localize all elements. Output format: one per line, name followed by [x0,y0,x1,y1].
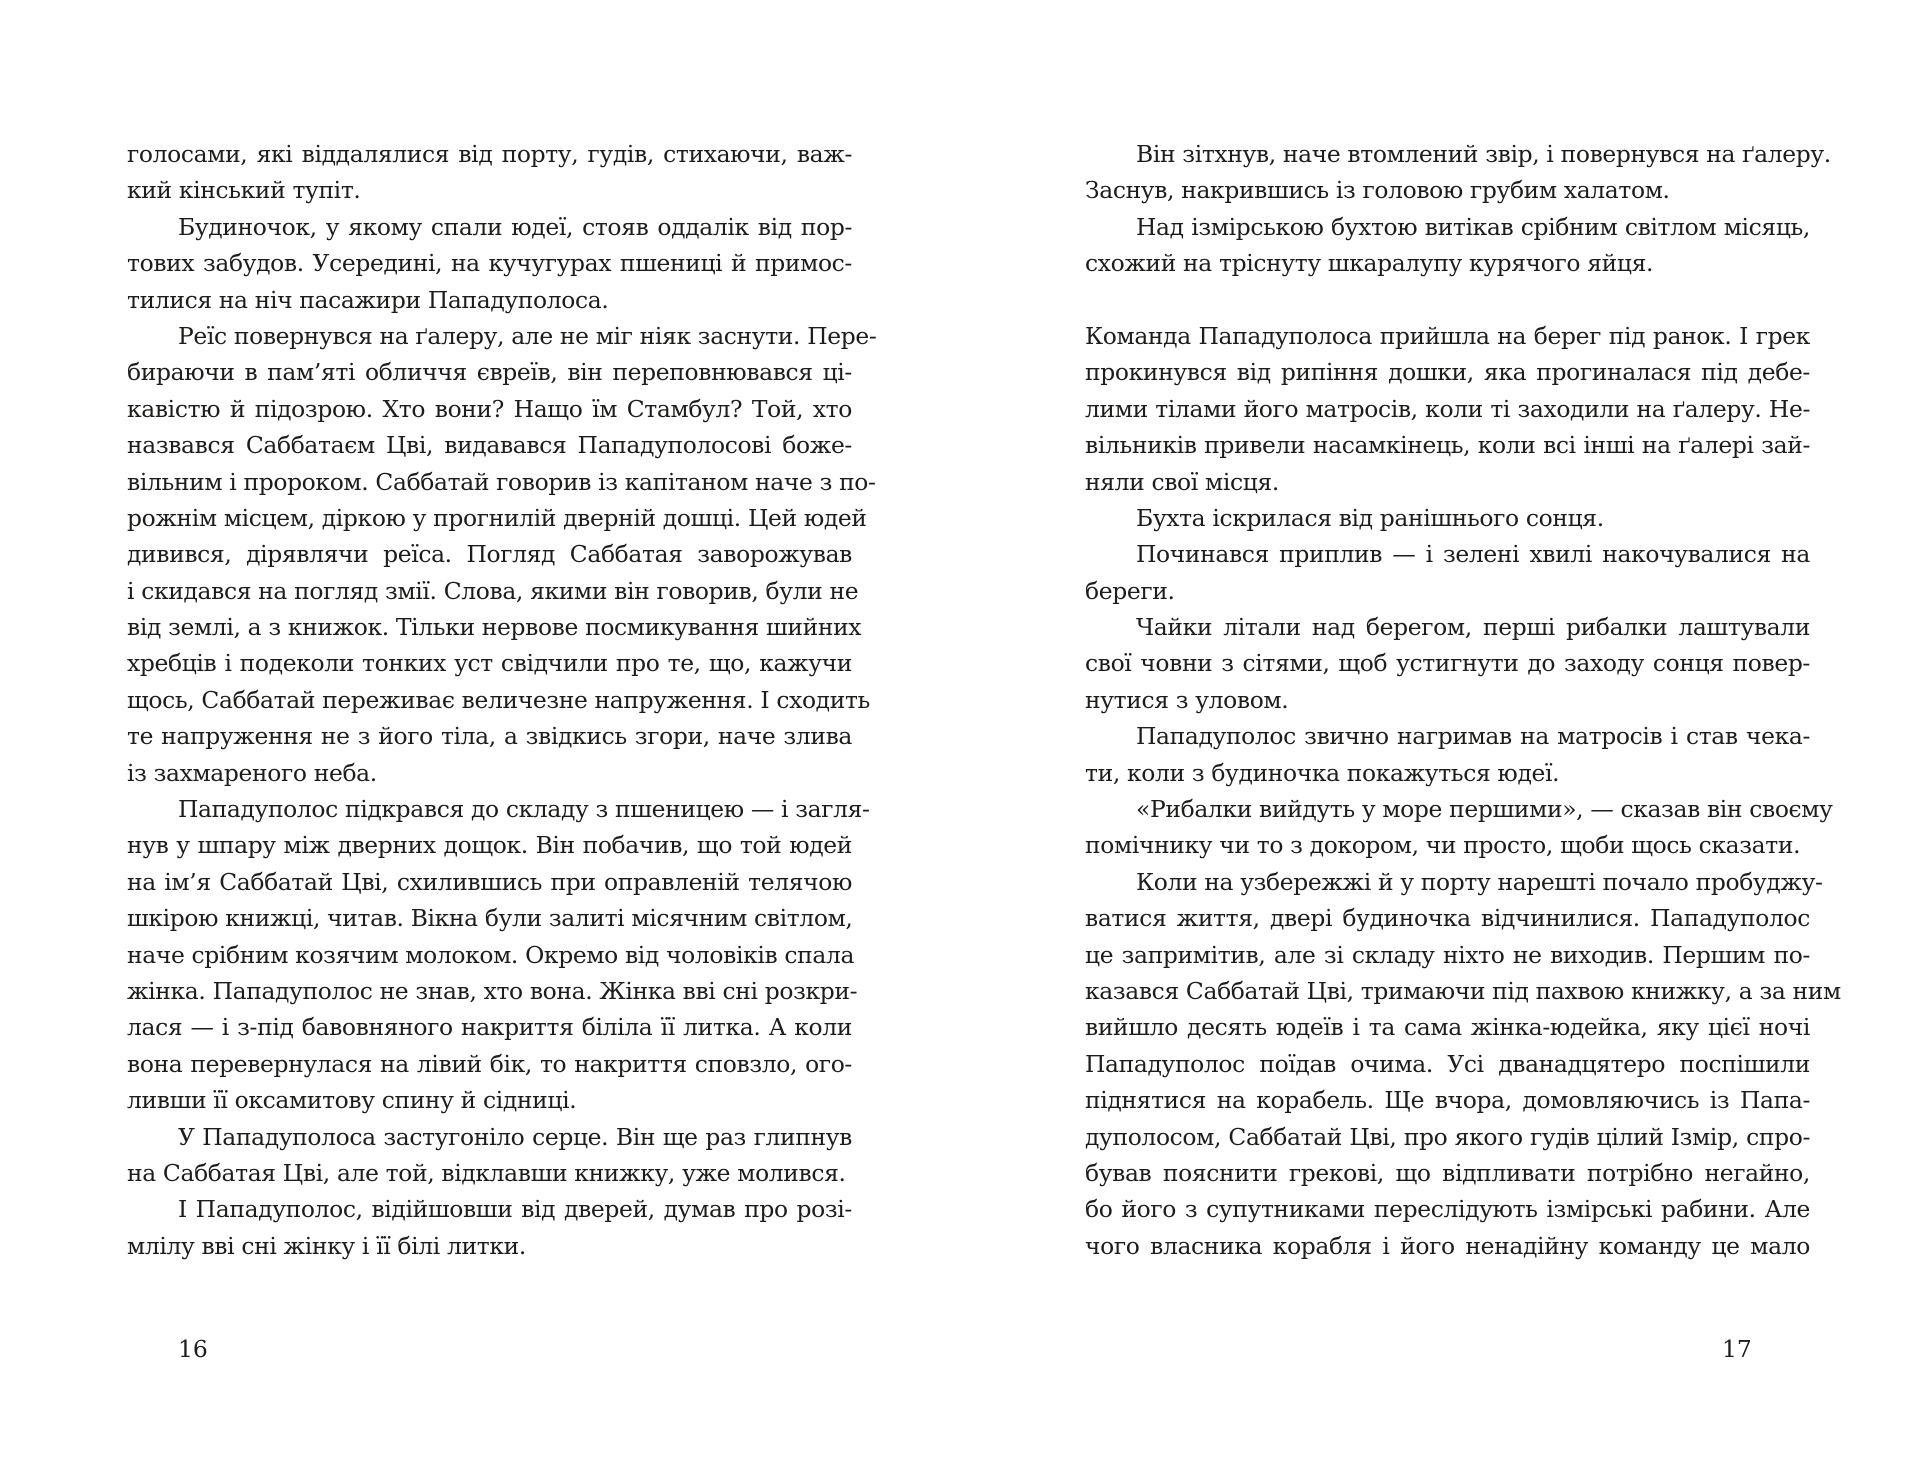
text-line: млілу вві сні жінку і її білі литки. [127,1231,526,1260]
text-line: щось, Саббатай переживає величезне напруження. І сходить [127,685,870,714]
text-line: нув у шпару між дверних дощок. Він побачив, що той юдей [127,831,852,860]
right-page [960,0,1920,1477]
text-line: рожнім місцем, діркою у прогнилій дверній дошці. Цей юдей [127,503,867,532]
text-line: це запримітив, але зі складу ніхто не виходив. Першим по- [1085,940,1810,969]
text-line: казався Саббатай Цві, тримаючи під пахвою книжку, а за ним [1085,976,1841,1005]
text-line: кавістю й підозрою. Хто вони? Нащо їм Стамбул? Той, хто [127,394,852,423]
text-line: свої човни з сітями, щоб устигнути до заходу сонця повер- [1085,649,1810,678]
text-line: Коли на узбережжі й у порту нарешті почало пробуджу- [1136,867,1823,896]
text-line: няли свої місця. [1085,467,1279,496]
text-line: і скидався на погляд змії. Слова, якими він говорив, були не [127,576,859,605]
text-line: вийшло десять юдеїв і та сама жінка-юдейка, яку цієї ночі [1085,1013,1810,1042]
section-break [1085,282,1810,318]
text-line: ватися життя, двері будиночка відчинилися. Пападуполос [1085,904,1810,933]
text-line: вільників привели насамкінець, коли всі інші на ґалері зай- [1085,431,1810,460]
text-line: ливши її оксамитову спину й сідниці. [127,1086,577,1115]
text-line: Команда Пападуполоса прийшла на берег під ранок. І грек [1085,321,1810,350]
left-page-text [127,136,877,1264]
text-line: шкірою книжці, читав. Вікна були залиті місячним світлом, [127,904,853,933]
text-line: вона перевернулася на лівий бік, то накриття сповзло, ого- [127,1049,852,1078]
text-line: бо його з супутниками переслідують ізмірські рабини. Але [1085,1195,1810,1224]
text-line: назвався Саббатаєм Цві, видавався Пападуполосові боже- [127,431,852,460]
text-line: від землі, а з книжок. Тільки нервове посмикування шийних [127,613,862,642]
text-line: «Рибалки вийдуть у море першими», — сказав він своєму [1136,795,1833,824]
text-line: Пападуполос підкрався до складу з пшеницею — і загля- [178,795,870,824]
text-line: У Пападуполоса застугоніло серце. Він ще раз глипнув [178,1122,852,1151]
text-line: тових забудов. Усередині, на кучугурах пшениці й примос- [127,249,852,278]
text-line: Починався приплив — і зелені хвилі накочувалися на [1136,540,1810,569]
text-line: І Пападуполос, відійшовши від дверей, думав про розі- [178,1195,852,1224]
text-line: бував пояснити грекові, що відпливати потрібно негайно, [1085,1158,1810,1187]
text-line: із захмареного неба. [127,758,377,787]
text-line: на Саббатая Цві, але той, відклавши книжку, уже молився. [127,1158,846,1187]
text-line: вільним і пророком. Саббатай говорив із капітаном наче з по- [127,467,876,496]
text-line: Над ізмірською бухтою витікав срібним світлом місяць, [1136,212,1810,241]
text-line: бираючи в пам’яті обличчя євреїв, він переповнювався ці- [127,358,852,387]
text-line: Він зітхнув, наче втомлений звір, і повернувся на ґалеру. [1136,140,1831,168]
text-line: кий кінський тупіт. [127,176,361,205]
text-line: лими тілами його матросів, коли ті заходили на ґалеру. Не- [1085,394,1810,423]
text-line: Реїс повернувся на ґалеру, але не міг ніяк заснути. Пере- [178,321,877,350]
text-line: на ім’я Саббатай Цві, схилившись при оправленій телячою [127,867,852,896]
text-line: прокинувся від рипіння дошки, яка прогиналася під дебе- [1085,358,1810,387]
text-line: піднятися на корабель. Ще вчора, домовляючись із Папа- [1085,1086,1810,1115]
text-line: дуполосом, Саббатай Цві, про якого гудів цілий Ізмір, спро- [1085,1122,1810,1151]
right-page-number: 17 [1722,1335,1752,1363]
text-line: нутися з уловом. [1085,685,1289,714]
text-line: лася — і з-під бавовняного накриття біліла її литка. А коли [127,1013,852,1042]
text-line: Бухта іскрилася від ранішнього сонця. [1136,503,1604,532]
text-line: Пападуполос звично нагримав на матросів і став чека- [1136,722,1810,751]
text-line: схожий на тріснуту шкаралупу курячого яйця. [1085,249,1654,278]
text-line: ти, коли з будиночка покажуться юдеї. [1085,758,1560,787]
text-line: голосами, які віддалялися від порту, гудів, стихаючи, важ- [127,140,852,168]
text-line: хребців і подеколи тонких уст свідчили про те, що, кажучи [127,649,852,678]
text-line: Заснув, накрившись із головою грубим халатом. [1085,176,1670,205]
text-line: дивився, дірявлячи реїса. Погляд Саббатая заворожував [127,540,852,569]
text-line: Будиночок, у якому спали юдеї, стояв оддалік від пор- [178,212,852,241]
text-line: чого власника корабля і його ненадійну команду це мало [1085,1231,1810,1260]
text-line: тилися на ніч пасажири Пападуполоса. [127,285,609,314]
text-line: Чайки літали над берегом, перші рибалки лаштували [1136,613,1810,642]
text-line: наче срібним козячим молоком. Окремо від чоловіків спала [127,940,855,969]
left-page-number: 16 [178,1335,208,1363]
text-line: помічнику чи то з докором, чи просто, щоби щось сказати. [1085,831,1801,860]
text-line: те напруження не з його тіла, а звідкись згори, наче злива [127,722,852,751]
text-line: Пападуполос поїдав очима. Усі дванадцятеро поспішили [1085,1049,1810,1078]
text-line: жінка. Пападуполос не знав, хто вона. Жінка вві сні розкри- [127,976,858,1005]
right-page-text [1085,136,1841,1264]
text-line: береги. [1085,576,1175,605]
